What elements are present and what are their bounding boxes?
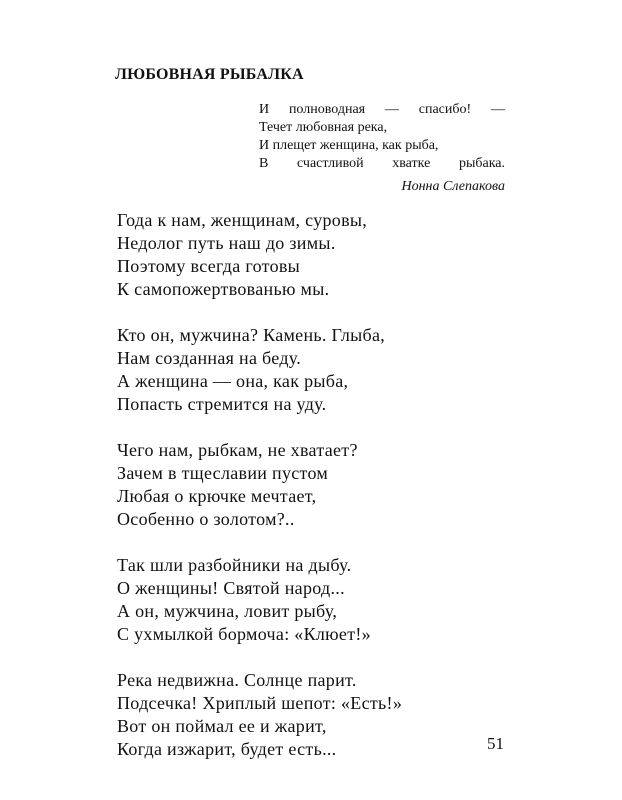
epigraph-line: И плещет женщина, как рыба, — [259, 138, 439, 153]
stanza — [117, 554, 537, 646]
epigraph-line: Течет любовная река, — [259, 120, 388, 135]
poem-line: Так шли разбойники на дыбу. — [117, 555, 352, 575]
page-number: 51 — [487, 734, 504, 753]
poem-line: Зачем в тщеславии пустом — [117, 463, 329, 483]
poem-line: А женщина — она, как рыба, — [117, 371, 349, 391]
stanza — [117, 669, 537, 761]
poem-line: Когда изжарит, будет есть... — [117, 739, 337, 759]
poem-line: Чего нам, рыбкам, не хватает? — [117, 440, 358, 460]
poem-body — [117, 209, 537, 784]
poem-line: С ухмылкой бормоча: «Клюет!» — [117, 624, 371, 644]
poem-line: О женщины! Святой народ... — [117, 578, 345, 598]
poem-line: Кто он, мужчина? Камень. Глыба, — [117, 325, 386, 345]
poem-line: Года к нам, женщинам, суровы, — [117, 210, 368, 230]
poem-line: Вот он поймал ее и жарит, — [117, 716, 327, 736]
poem-line: Река недвижна. Солнце парит. — [117, 670, 357, 690]
poem-line: Любая о крючке мечтает, — [117, 486, 317, 506]
poem-title: ЛЮБОВНАЯ РЫБАЛКА — [115, 66, 304, 83]
poem-line: Недолог путь наш до зимы. — [117, 233, 336, 253]
poem-line: Поэтому всегда готовы — [117, 256, 301, 276]
epigraph-author: Нонна Слепакова — [401, 179, 505, 194]
stanza — [117, 439, 537, 531]
poem-line: Попасть стремится на уду. — [117, 394, 327, 414]
poem-line: Нам созданная на беду. — [117, 348, 302, 368]
poem-line: Особенно о золотом?.. — [117, 509, 295, 529]
poem-line: А он, мужчина, ловит рыбу, — [117, 601, 338, 621]
epigraph-line: И полноводная — спасибо! — — [259, 102, 505, 117]
stanza — [117, 209, 537, 301]
poem-line: К самопожертвованью мы. — [117, 279, 330, 299]
stanza — [117, 324, 537, 416]
epigraph-line: В счастливой хватке рыбака. — [259, 156, 505, 171]
poem-line: Подсечка! Хриплый шепот: «Есть!» — [117, 693, 403, 713]
epigraph — [259, 101, 505, 173]
